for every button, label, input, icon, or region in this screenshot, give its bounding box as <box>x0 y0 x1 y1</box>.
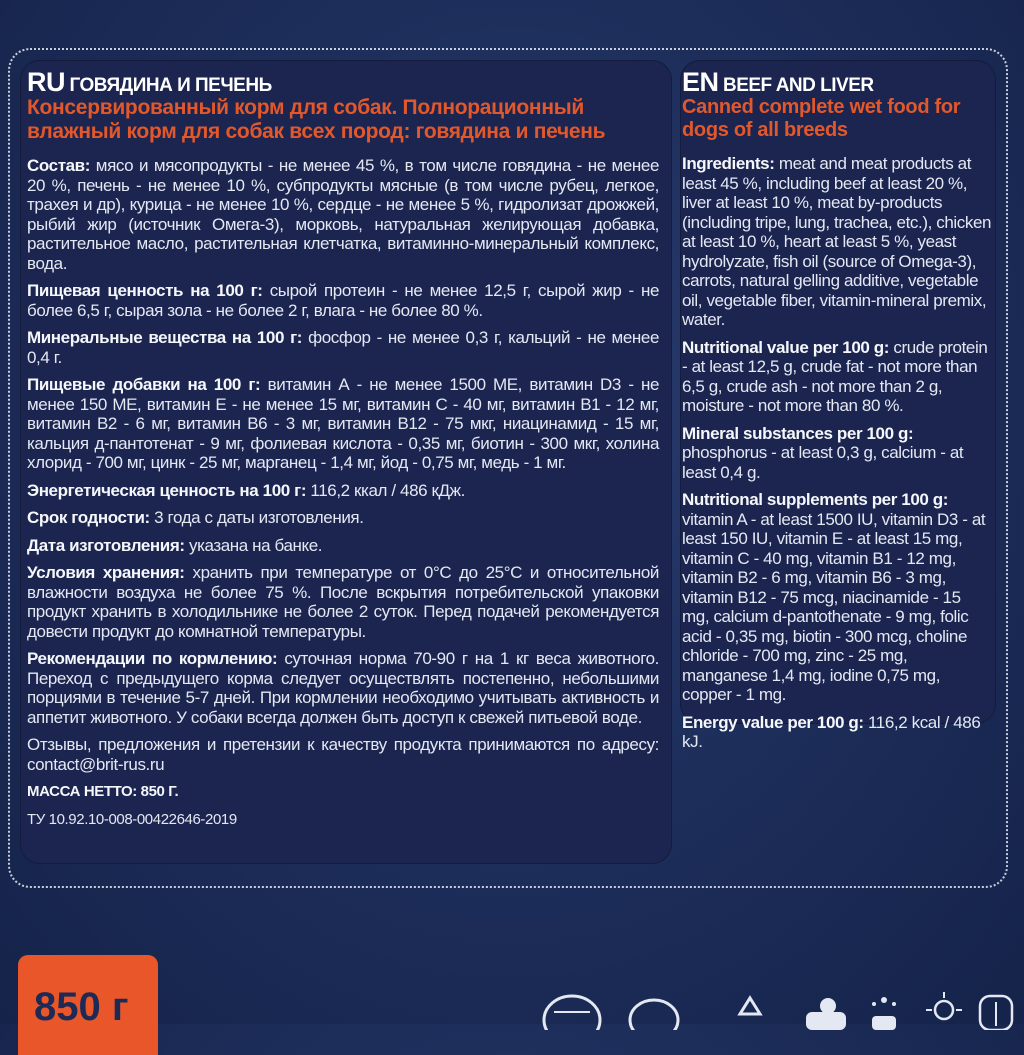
en-header <box>682 68 992 96</box>
ru-production-date <box>27 536 659 556</box>
storage-icon <box>976 990 1016 1030</box>
ru-additives-label: Пищевые добавки на 100 г: <box>27 375 261 395</box>
ru-storage-label: Условия хранения: <box>27 563 185 583</box>
ru-storage-text: хранить при температуре от 0°С до 25°С и относительной влажности воздуха не более 75 %. После вскрытия потребительской упаковки продукт хранить в холодильнике не более 2 суток. Перед подачей рекомендуется довести продукт до комнатной температуры. <box>27 563 660 641</box>
ru-composition <box>27 156 659 273</box>
ru-shelf-label: Срок годности: <box>27 508 150 528</box>
en-nutrition-text: crude protein - at least 12,5 g, crude fat - not more than 6,5 g, crude ash - not more than 2 g, moisture - not more than 80 %. <box>682 337 988 416</box>
en-column <box>682 68 992 760</box>
ru-feedback: Отзывы, предложения и претензии к качеству продукта принимаются по адресу: contact@brit-rus.ru <box>27 735 659 774</box>
en-energy-label: Energy value per 100 g: <box>682 712 864 732</box>
recycle-icon <box>726 990 774 1030</box>
ru-feeding-label: Рекомендации по кормлению: <box>27 649 278 669</box>
ru-net-weight: МАССА НЕТТО: 850 Г. <box>27 783 179 801</box>
en-energy <box>682 713 992 752</box>
ru-additives-text: витамин А - не менее 1500 МЕ, витамин D3 - не менее 150 МЕ, витамин Е - не менее 15 мг, витамин С - 40 мг, витамин В1 - 12 мг, витамин В2 - 6 мг, витамин В6 - 3 мг, витамин В12 - 75 мкг, ниацинамид - 15 мг, кальция д-пантотенат - 9 мг, фолиевая кислота - 0,35 мг, биотин - 300 мкг, холина хлорид - 700 мг, цинк - 25 мг, марганец - 1,4 мг, йод - 0,75 мг, медь - 1 мг. <box>27 375 659 473</box>
ru-minerals-label: Минеральные вещества на 100 г: <box>27 328 303 348</box>
ru-shelf-text: 3 года с даты изготовления. <box>154 508 364 528</box>
en-nutrition-label: Nutritional value per 100 g: <box>682 337 890 357</box>
en-product-name: BEEF AND LIVER <box>722 75 874 96</box>
en-energy-text: 116,2 kcal / 486 kJ. <box>682 712 981 752</box>
ru-lang-code: RU <box>27 67 65 97</box>
en-supplements-label: Nutritional supplements per 100 g: <box>682 490 949 510</box>
ru-energy-label: Энергетическая ценность на 100 г: <box>27 480 307 500</box>
ru-nutrition-label: Пищевая ценность на 100 г: <box>27 281 263 301</box>
en-minerals-label: Mineral substances per 100 g: <box>682 423 914 443</box>
ru-product-name: ГОВЯДИНА И ПЕЧЕНЬ <box>69 75 272 96</box>
bowl-icon <box>540 990 604 1030</box>
en-nutrition <box>682 338 992 416</box>
can-icon <box>626 990 682 1030</box>
dog-icon <box>796 990 852 1030</box>
ru-energy <box>27 481 659 501</box>
ru-shelf-life <box>27 508 659 528</box>
en-ingredients-text: meat and meat products at least 45 %, including beef at least 20 %, liver at least 10 %, meat by-products (including tripe, lung, trachea, etc.), chicken at least 10 %, heart at least 5 %, yeast hydrolyzate, fish oil (source of Omega-3), carrots, natural gelling additive, vegetable oil, vegetable fiber, vitamin-mineral premix, water. <box>682 154 992 330</box>
ru-composition-label: Состав: <box>27 156 90 176</box>
en-subtitle: Canned complete wet food for dogs of all breeds <box>682 96 961 142</box>
ru-minerals-text: фосфор - не менее 0,3 г, кальций - не менее 0,4 г. <box>27 328 659 367</box>
ru-column <box>27 68 659 837</box>
ru-nutrition-text: сырой протеин - не менее 12,5 г, сырой жир - не более 6,5 г, сырая зола - не более 2 г, влага - не более 80 %. <box>27 281 659 320</box>
ru-header <box>27 68 659 96</box>
icon-row <box>540 990 1020 1030</box>
en-ingredients-label: Ingredients: <box>682 154 775 174</box>
ru-feeding-text: суточная норма 70-90 г на 1 кг веса животного. Переход с предыдущего корма следует осуществлять постепенно, небольшими порциями в течение 5-7 дней. При кормлении необходимо учитывать активность и аппетит животного. У собаки всегда должен быть доступ к свежей питьевой воде. <box>27 649 660 727</box>
en-supplements <box>682 490 992 705</box>
en-minerals <box>682 424 992 483</box>
en-ingredients <box>682 154 992 330</box>
ru-tu-code: ТУ 10.92.10-008-00422646-2019 <box>27 810 237 828</box>
ru-composition-text: мясо и мясопродукты - не менее 45 %, в том числе говядина - не менее 20 %, печень - не менее 10 %, субпродукты мясные (в том числе рубец, легкое, трахея и др), курица - не менее 10 %, сердце - не менее 5 %, гидролизат дрожжей, рыбий жир (источник Омега-3), морковь, натуральная желирующая добавка, растительное масло, растительная клетчатка, витаминно-минеральный комплекс, вода. <box>27 156 659 273</box>
en-supplements-text: vitamin A - at least 1500 IU, vitamin D3 - at least 150 IU, vitamin E - at least 15 mg, vitamin C - 40 mg, vitamin B1 - 12 mg, vitamin B2 - 6 mg, vitamin B6 - 3 mg, vitamin B12 - 75 mcg, niacinamide - 15 mg, calcium d-pantothenate - 9 mg, folic acid - 0,35 mg, biotin - 300 mcg, choline chloride - 700 mg, zinc - 25 mg, manganese 1,4 mg, iodine 0,75 mg, copper - 1 mg. <box>682 509 986 705</box>
en-lang-code: EN <box>682 67 719 97</box>
net-weight-badge <box>18 955 158 1055</box>
en-minerals-text: phosphorus - at least 0,3 g, calcium - at least 0,4 g. <box>682 443 964 482</box>
ru-subtitle: Консервированный корм для собак. Полнорационный влажный корм для собак всех пород: говядина и печень <box>27 96 606 144</box>
ru-nutrition <box>27 281 659 320</box>
ru-made-text: указана на банке. <box>188 535 323 555</box>
ru-made-label: Дата изготовления: <box>27 535 185 555</box>
ru-storage <box>27 563 659 641</box>
sun-icon <box>920 990 968 1030</box>
ru-energy-text: 116,2 ккал / 486 кДж. <box>310 480 465 500</box>
badge-text: 850 г <box>34 985 129 1029</box>
ru-additives <box>27 375 659 473</box>
temperature-icon <box>860 990 908 1030</box>
ru-minerals <box>27 328 659 367</box>
ru-feeding <box>27 649 659 727</box>
